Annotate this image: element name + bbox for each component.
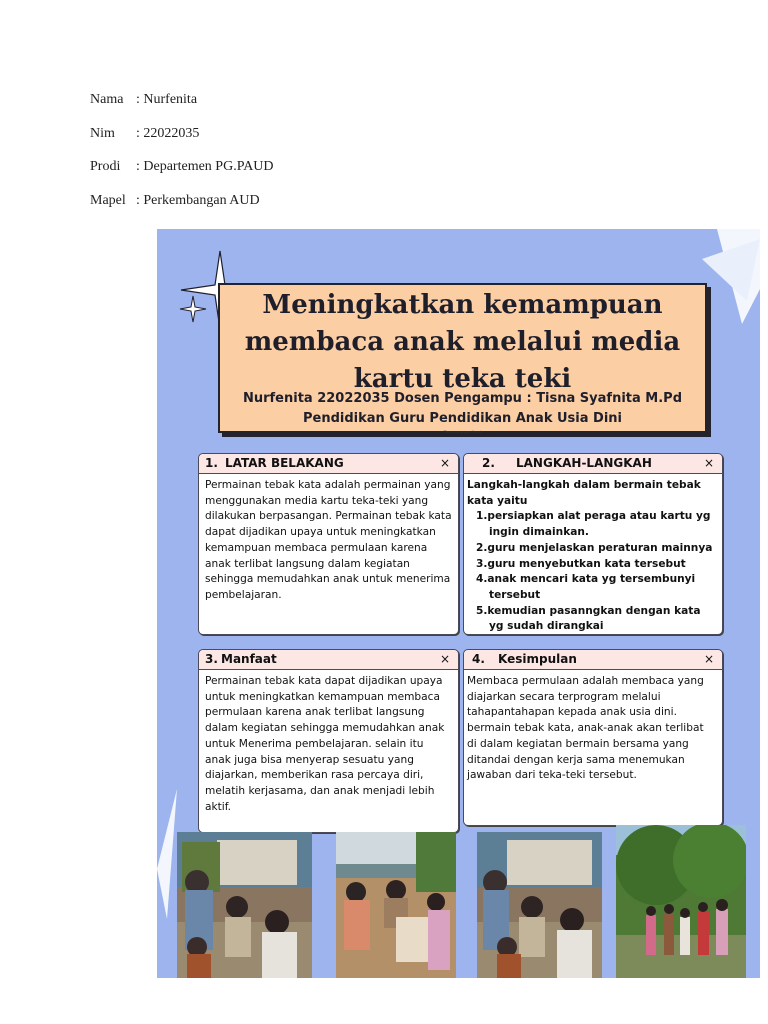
card-title: Kesimpulan	[498, 652, 577, 666]
card-latar-belakang	[198, 453, 459, 635]
info-label: Nama	[90, 92, 124, 107]
activity-photo	[477, 832, 602, 978]
tiny-caption: Tisna yang gan tisnai	[443, 429, 482, 434]
info-row-prodi	[90, 159, 274, 193]
card-title: LANGKAH-LANGKAH	[516, 456, 652, 470]
card-number: 1.	[205, 456, 218, 470]
info-row-nim	[90, 126, 274, 160]
close-icon[interactable]: ×	[439, 456, 450, 470]
list-item: 5.kemudian pasanngkan dengan kata yg sudah dirangkai	[476, 604, 701, 633]
activity-photo	[177, 832, 312, 978]
poster-subtitle-program: Pendidikan Guru Pendidikan Anak Usia Dini	[302, 411, 623, 426]
card-header	[199, 454, 458, 474]
card-title: Manfaat	[221, 652, 277, 666]
student-info	[90, 92, 274, 226]
info-row-nama	[90, 92, 274, 126]
list-item: 3.guru menyebutkan kata tersebut	[476, 557, 686, 570]
close-icon[interactable]: ×	[439, 652, 450, 666]
info-value: : 22022035	[136, 125, 200, 141]
card-langkah-langkah	[463, 453, 723, 635]
card-kesimpulan	[463, 649, 723, 826]
list-item: 2.guru menjelaskan peraturan mainnya	[476, 541, 713, 554]
card-number: 3.	[205, 652, 218, 666]
card-body: Permainan tebak kata adalah permainan yang menggunakan media kartu teka-teki yang dilakukan berpasangan. Permainan tebak kata dapat dijadikan upaya untuk meningkatkan kemampuan membaca permulaan karena anak terlibat langsung dalam kegiatan sehingga memudahkan anak untuk menerima pembelajaran.	[205, 479, 452, 601]
card-body: Permainan tebak kata dapat dijadikan upaya untuk meningkatkan kemampuan membaca permulaan karena anak terlibat langsung dalam kegiatan sehingga memudahkan anak untuk Menerima pembelajaran. selain itu anak juga bisa menyerap sesuatu yang diajarkan, memberikan rasa percaya diri, melatih kerjasama, dan anak menjadi lebih aktif.	[205, 675, 445, 813]
card-header	[199, 650, 458, 670]
info-value: : Nurfenita	[136, 92, 198, 107]
activity-photo	[336, 832, 456, 978]
info-row-mapel	[90, 193, 274, 227]
info-label: Prodi	[90, 159, 121, 174]
card-manfaat	[198, 649, 459, 833]
poster-subtitle-author: Nurfenita 22022035 Dosen Pengampu : Tisna Syafnita M.Pd	[242, 391, 683, 406]
steps-intro: Langkah-langkah dalam bermain tebak kata yaitu	[467, 479, 701, 507]
card-title: LATAR BELAKANG	[225, 456, 344, 470]
info-value: : Departemen PG.PAUD	[136, 159, 274, 174]
card-body	[464, 474, 722, 635]
close-icon[interactable]: ×	[703, 652, 714, 666]
steps-list	[467, 509, 716, 635]
card-number: 4.	[472, 652, 485, 666]
list-item: 1.persiapkan alat peraga atau kartu yg ingin dimainkan.	[476, 510, 711, 539]
card-header	[464, 454, 722, 474]
info-label: Nim	[90, 125, 115, 141]
info-label: Mapel	[90, 192, 126, 208]
info-value: : Perkembangan AUD	[136, 192, 260, 208]
poster-title: Meningkatkan kemampuan membaca anak melalui media kartu teka teki	[244, 290, 681, 394]
card-body: Membaca permulaan adalah membaca yang diajarkan secara terprogram melalui tahapantahapan kepada anak usia dini. bermain tebak kata, anak-anak akan terlibat di dalam kegiatan bermain bersama yang ditandai dengan kerja sama menemukan jawaban dari teka-teki tersebut.	[467, 675, 704, 782]
card-header	[464, 650, 722, 670]
title-box	[218, 283, 707, 433]
poster	[157, 229, 760, 978]
small-sparkle-star-icon	[179, 295, 207, 323]
activity-photo	[616, 825, 746, 978]
card-number: 2.	[482, 456, 495, 470]
list-item: 4.anak mencari kata yg tersembunyi tersebut	[476, 573, 696, 601]
close-icon[interactable]: ×	[703, 456, 714, 470]
left-shard-shape	[157, 789, 177, 919]
